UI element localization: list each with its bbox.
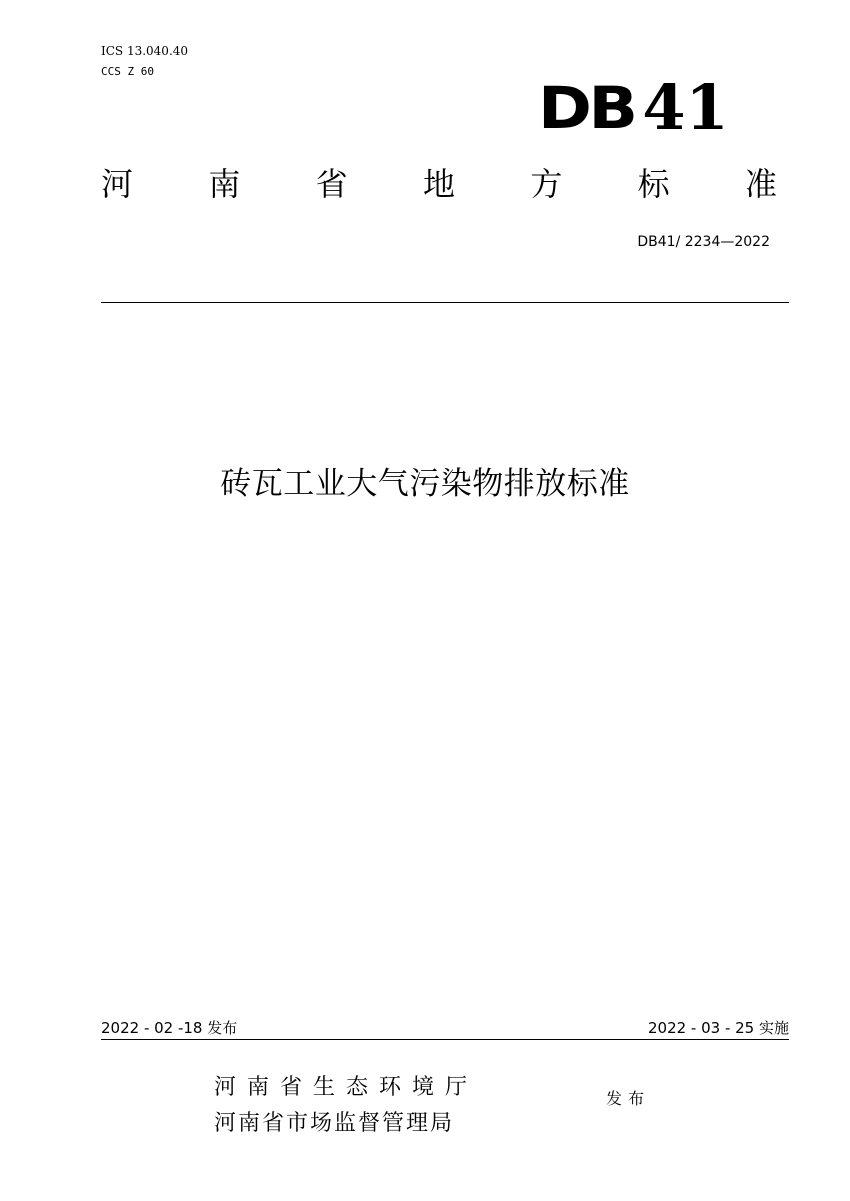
document-title: 砖瓦工业大气污染物排放标准 [220, 466, 630, 502]
title-char: 地 [422, 165, 455, 203]
footer-divider [101, 1039, 789, 1040]
db-logo-number: 41 [642, 71, 729, 144]
issuing-authorities [214, 1070, 478, 1142]
publish-label: 发布 [606, 1089, 651, 1108]
title-char: 方 [530, 165, 563, 203]
title-char: 标 [637, 165, 670, 203]
db41-logo [538, 71, 729, 144]
title-char: 南 [208, 165, 241, 203]
issue-date: 2022 - 02 -18 发布 [101, 1019, 238, 1037]
standard-code: DB41/ 2234—2022 [637, 234, 770, 250]
effective-date: 2022 - 03 - 25 实施 [647, 1019, 789, 1037]
ics-code-block [101, 43, 188, 59]
ics-code: ICS 13.040.40 [101, 44, 189, 58]
title-char: 河 [101, 165, 134, 203]
issuer-ecology-department: 河南省生态环境厅 [214, 1075, 479, 1100]
db-logo-letters: DB [538, 74, 635, 142]
issuer-market-regulation-bureau: 河南省市场监督管理局 [214, 1111, 455, 1136]
standard-type-title [101, 162, 777, 206]
header-divider [101, 302, 789, 303]
title-char: 准 [744, 165, 777, 203]
ccs-code: CCS Z 60 [101, 65, 154, 78]
title-char: 省 [315, 165, 348, 203]
